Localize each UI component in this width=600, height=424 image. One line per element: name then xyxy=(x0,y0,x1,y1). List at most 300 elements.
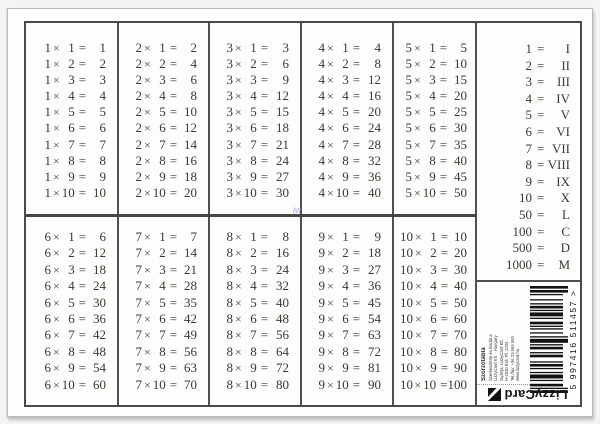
multiplier: 9 xyxy=(342,360,349,376)
multiplicand: 4 xyxy=(318,136,325,152)
multiplicand: 1 xyxy=(44,104,51,120)
equals-sign: = xyxy=(260,104,269,120)
multiplicand: 8 xyxy=(226,278,233,294)
fine-print-line: LizzyCard Kft. · Hungary xyxy=(493,335,499,381)
equation-row xyxy=(394,40,473,56)
multiplier: 7 xyxy=(429,136,436,152)
product: 14 xyxy=(184,245,197,261)
equals-sign: = xyxy=(352,327,361,343)
times-sign: × xyxy=(53,185,60,200)
table-3-cell xyxy=(210,23,300,214)
multiplier: 9 xyxy=(250,168,257,184)
multiplier: 1 xyxy=(68,229,75,244)
product: 35 xyxy=(184,294,197,310)
equals-sign: = xyxy=(352,278,361,294)
times-sign: × xyxy=(144,105,151,120)
multiplicand: 6 xyxy=(44,360,51,376)
product: 5 xyxy=(99,104,106,120)
multiplier: 2 xyxy=(342,56,349,72)
product: 50 xyxy=(454,294,467,310)
fine-print-line: Szerkesztette és kiadja a xyxy=(488,334,493,381)
arabic-number: 2 xyxy=(525,57,532,73)
times-sign: × xyxy=(144,230,151,244)
product: 18 xyxy=(368,245,381,261)
times-sign: × xyxy=(235,121,242,136)
product: 54 xyxy=(368,310,381,326)
equation-row xyxy=(210,245,300,261)
times-sign: × xyxy=(53,169,60,184)
product: 10 xyxy=(93,184,106,200)
times-sign: × xyxy=(235,230,242,244)
multiplicand: 5 xyxy=(405,104,412,120)
times-sign: × xyxy=(415,246,422,261)
equation-row xyxy=(210,360,300,376)
times-sign: × xyxy=(415,361,422,376)
equals-sign: = xyxy=(352,229,361,244)
equals-sign: = xyxy=(439,104,448,120)
product: 35 xyxy=(454,136,467,152)
multiplicand: 2 xyxy=(135,152,142,168)
times-sign: × xyxy=(144,137,151,152)
equation-row xyxy=(28,262,117,278)
multiplier: 1 xyxy=(250,40,257,55)
multiplier: 6 xyxy=(250,120,257,136)
multiplicand: 10 xyxy=(400,229,413,244)
equals-sign: = xyxy=(169,104,178,120)
times-sign: × xyxy=(415,279,422,294)
product: 16 xyxy=(184,152,197,168)
equation-row xyxy=(302,229,392,245)
times-sign: × xyxy=(144,295,151,310)
times-sign: × xyxy=(327,279,334,294)
multiplicand: 9 xyxy=(318,376,325,392)
multiplier: 5 xyxy=(342,294,349,310)
multiplicand: 4 xyxy=(318,184,325,200)
equals-sign: = xyxy=(78,360,87,376)
equals-sign: = xyxy=(260,229,269,244)
multiplicand: 9 xyxy=(318,294,325,310)
equals-sign: = xyxy=(537,107,545,123)
multiplier: 10 xyxy=(152,184,166,200)
multiplier: 5 xyxy=(250,294,257,310)
equals-sign: = xyxy=(439,152,448,168)
multiplicand: 2 xyxy=(135,168,142,184)
multiplicand: 1 xyxy=(44,152,51,168)
multiplier: 10 xyxy=(61,184,75,200)
product: 24 xyxy=(93,278,106,294)
multiplier: 2 xyxy=(159,245,166,261)
times-sign: × xyxy=(235,295,242,310)
equals-sign: = xyxy=(260,278,269,294)
product: 36 xyxy=(368,168,381,184)
equals-sign: = xyxy=(439,184,448,200)
product: 40 xyxy=(368,184,381,200)
product: 72 xyxy=(276,360,289,376)
times-sign: × xyxy=(53,377,60,392)
roman-numeral-row xyxy=(477,240,580,257)
product: 30 xyxy=(454,120,467,136)
product: 6 xyxy=(99,120,106,136)
product: 21 xyxy=(276,136,289,152)
equation-row xyxy=(394,344,473,360)
times-sign: × xyxy=(144,57,151,72)
multiplicand: 1 xyxy=(44,168,51,184)
multiplicand: 7 xyxy=(135,310,142,326)
equation-row xyxy=(394,104,473,120)
product: 50 xyxy=(454,184,467,200)
product: 3 xyxy=(99,72,106,88)
multiplier: 4 xyxy=(342,88,349,104)
roman-numeral: C xyxy=(561,223,570,239)
multiplier: 4 xyxy=(68,278,75,294)
equals-sign: = xyxy=(78,184,87,200)
equation-row xyxy=(28,137,117,153)
multiplicand: 7 xyxy=(135,376,142,392)
times-sign: × xyxy=(235,57,242,72)
multiplicand: 5 xyxy=(405,120,412,136)
equation-row xyxy=(394,262,473,278)
product: 30 xyxy=(276,184,289,200)
roman-numeral-row xyxy=(477,124,580,141)
multiplicand: 7 xyxy=(135,261,142,277)
times-sign: × xyxy=(235,262,242,277)
equation-row xyxy=(28,245,117,261)
product: 16 xyxy=(368,88,381,104)
multiplicand: 9 xyxy=(318,229,325,244)
times-sign: × xyxy=(327,169,334,184)
multiplier: 6 xyxy=(159,310,166,326)
times-sign: × xyxy=(235,311,242,326)
equation-row xyxy=(302,377,392,393)
equals-sign: = xyxy=(537,41,545,56)
multiplicand: 4 xyxy=(318,88,325,104)
multiplicand: 3 xyxy=(226,136,233,152)
multiplicand: 9 xyxy=(318,310,325,326)
multiplier: 5 xyxy=(159,104,166,120)
multiplier: 8 xyxy=(342,343,349,359)
multiplicand: 3 xyxy=(226,88,233,104)
times-sign: × xyxy=(144,89,151,104)
product: 81 xyxy=(368,360,381,376)
times-sign: × xyxy=(53,295,60,310)
product: 7 xyxy=(190,229,197,244)
multiplier: 8 xyxy=(68,343,75,359)
times-sign: × xyxy=(144,262,151,277)
equals-sign: = xyxy=(352,343,361,359)
product: 9 xyxy=(282,72,289,88)
multiplicand: 9 xyxy=(318,245,325,261)
product: 9 xyxy=(374,229,381,244)
equals-sign: = xyxy=(260,88,269,104)
product: 20 xyxy=(454,245,467,261)
multiplier: 6 xyxy=(342,120,349,136)
equals-sign: = xyxy=(537,57,545,73)
product: 15 xyxy=(276,104,289,120)
roman-numeral: D xyxy=(560,240,570,256)
multiplicand: 6 xyxy=(44,261,51,277)
product: 18 xyxy=(93,261,106,277)
times-sign: × xyxy=(414,57,421,72)
product: 48 xyxy=(93,343,106,359)
product: 9 xyxy=(99,168,106,184)
times-sign: × xyxy=(414,377,422,392)
equation-row xyxy=(210,344,300,360)
product: 28 xyxy=(184,278,197,294)
times-sign: × xyxy=(415,262,422,277)
table-4-cell xyxy=(302,23,392,214)
equation-row xyxy=(210,120,300,136)
product: 20 xyxy=(184,184,197,200)
multiplicand: 8 xyxy=(226,245,233,261)
equals-sign: = xyxy=(537,240,545,256)
equals-sign: = xyxy=(352,120,361,136)
arabic-number: 3 xyxy=(525,74,532,90)
equation-row xyxy=(119,137,208,153)
product: 1 xyxy=(99,40,106,55)
multiplier: 9 xyxy=(429,168,436,184)
equals-sign: = xyxy=(352,245,361,261)
equation-row xyxy=(210,88,300,104)
equals-sign: = xyxy=(537,90,545,106)
equals-sign: = xyxy=(260,72,269,88)
equation-row xyxy=(394,185,473,201)
times-sign: × xyxy=(327,328,334,343)
multiplier: 1 xyxy=(159,40,166,55)
product: 64 xyxy=(276,343,289,359)
times-sign: × xyxy=(327,41,334,55)
equation-row xyxy=(394,88,473,104)
product: 36 xyxy=(93,310,106,326)
multiplier: 1 xyxy=(429,40,436,55)
multiplier: 5 xyxy=(68,294,75,310)
equals-sign: = xyxy=(440,376,448,392)
multiplicand: 5 xyxy=(405,136,412,152)
roman-numeral: I xyxy=(565,41,570,56)
multiplicand: 7 xyxy=(135,343,142,359)
multiplicand: 8 xyxy=(226,261,233,277)
table-2-cell xyxy=(119,23,208,214)
multiplier: 3 xyxy=(159,72,166,88)
multiplier: 2 xyxy=(250,245,257,261)
equation-row xyxy=(394,137,473,153)
product: 8 xyxy=(374,56,381,72)
table-9-cell xyxy=(302,217,392,405)
product: 63 xyxy=(368,327,381,343)
equals-sign: = xyxy=(440,327,449,343)
multiplicand: 9 xyxy=(318,327,325,343)
equation-row xyxy=(210,153,300,169)
equation-row xyxy=(28,40,117,56)
multiplicand: 1 xyxy=(44,136,51,152)
fine-print-line: www.lizzycard.hu xyxy=(515,348,521,381)
multiplier: 1 xyxy=(342,229,349,244)
table-grid xyxy=(24,21,582,407)
equation-row xyxy=(394,153,473,169)
equation-row xyxy=(210,311,300,327)
multiplier: 6 xyxy=(342,310,349,326)
multiplicand: 5 xyxy=(405,72,412,88)
multiplicand: 8 xyxy=(226,327,233,343)
multiplier: 5 xyxy=(159,294,166,310)
equation-row xyxy=(302,104,392,120)
multiplicand: 6 xyxy=(44,278,51,294)
equals-sign: = xyxy=(352,184,361,200)
table-6-cell xyxy=(28,217,117,405)
product: 8 xyxy=(99,152,106,168)
equals-sign: = xyxy=(537,190,545,206)
product: 45 xyxy=(368,294,381,310)
multiplicand: 4 xyxy=(318,152,325,168)
multiplier: 9 xyxy=(159,168,166,184)
multiplier: 1 xyxy=(159,229,166,244)
times-sign: × xyxy=(235,137,242,152)
product: 32 xyxy=(276,278,289,294)
multiplicand: 7 xyxy=(135,294,142,310)
multiplicand: 8 xyxy=(226,376,233,392)
equals-sign: = xyxy=(169,360,178,376)
multiplier: 2 xyxy=(429,56,436,72)
equation-row xyxy=(210,262,300,278)
equals-sign: = xyxy=(537,256,545,272)
equation-row xyxy=(28,278,117,294)
arabic-number: 5 xyxy=(525,107,532,123)
multiplier: 3 xyxy=(68,261,75,277)
equation-row xyxy=(302,360,392,376)
multiplier: 5 xyxy=(429,104,436,120)
multiplicand: 3 xyxy=(226,120,233,136)
multiplicand: 8 xyxy=(226,360,233,376)
barcode-bars-icon xyxy=(530,286,568,393)
multiplier: 7 xyxy=(342,136,349,152)
multiplier: 10 xyxy=(423,376,437,392)
multiplier: 1 xyxy=(342,40,349,55)
equation-row xyxy=(302,56,392,72)
equals-sign: = xyxy=(260,184,269,200)
equals-sign: = xyxy=(78,343,87,359)
multiplicand: 6 xyxy=(44,376,51,392)
times-sign: × xyxy=(235,41,242,55)
equals-sign: = xyxy=(352,168,361,184)
multiplier: 6 xyxy=(68,310,75,326)
equation-row xyxy=(119,56,208,72)
multiplier: 10 xyxy=(422,184,436,200)
barcode-digits: 5 997416 511457 > xyxy=(568,289,578,390)
product: 80 xyxy=(454,343,467,359)
roman-numeral: II xyxy=(561,57,570,73)
multiplier: 7 xyxy=(68,136,75,152)
times-sign: × xyxy=(327,246,334,261)
times-sign: × xyxy=(327,361,334,376)
equation-row xyxy=(28,311,117,327)
equation-row xyxy=(119,295,208,311)
product: 4 xyxy=(190,56,197,72)
times-sign: × xyxy=(414,89,421,104)
times-sign: × xyxy=(327,105,334,120)
equals-sign: = xyxy=(352,152,361,168)
equation-row xyxy=(210,40,300,56)
product: 12 xyxy=(276,88,289,104)
equals-sign: = xyxy=(352,136,361,152)
multiplier: 10 xyxy=(61,376,75,392)
grid-line-horizontal xyxy=(475,280,580,282)
multiplier: 2 xyxy=(68,56,75,72)
multiplier: 8 xyxy=(430,343,437,359)
equation-row xyxy=(119,120,208,136)
equation-row xyxy=(119,360,208,376)
equals-sign: = xyxy=(260,294,269,310)
multiplier: 10 xyxy=(335,376,349,392)
multiplier: 7 xyxy=(250,136,257,152)
equals-sign: = xyxy=(537,173,545,189)
multiplier: 7 xyxy=(250,327,257,343)
product: 3 xyxy=(282,40,289,55)
product: 40 xyxy=(276,294,289,310)
equation-row xyxy=(302,137,392,153)
equation-row xyxy=(119,185,208,201)
roman-numeral: L xyxy=(562,206,570,222)
equals-sign: = xyxy=(352,40,361,55)
multiplicand: 3 xyxy=(226,72,233,88)
equals-sign: = xyxy=(352,72,361,88)
equation-row xyxy=(28,169,117,185)
multiplicand: 4 xyxy=(318,104,325,120)
equation-row xyxy=(28,56,117,72)
times-sign: × xyxy=(414,105,421,120)
arabic-number: 50 xyxy=(519,206,532,222)
product: 7 xyxy=(99,136,106,152)
multiplier: 9 xyxy=(342,168,349,184)
arabic-number: 100 xyxy=(512,223,532,239)
equation-row xyxy=(302,72,392,88)
equation-row xyxy=(394,72,473,88)
times-sign: × xyxy=(53,105,60,120)
equation-row xyxy=(394,327,473,343)
equation-row xyxy=(302,40,392,56)
equation-row xyxy=(394,245,473,261)
equation-row xyxy=(302,169,392,185)
equation-row xyxy=(394,229,473,245)
equals-sign: = xyxy=(260,245,269,261)
multiplicand: 4 xyxy=(318,72,325,88)
multiplicand: 7 xyxy=(135,229,142,244)
equals-sign: = xyxy=(439,72,448,88)
multiplicand: 6 xyxy=(44,343,51,359)
equals-sign: = xyxy=(260,310,269,326)
multiplier: 4 xyxy=(430,278,437,294)
equation-row xyxy=(210,377,300,393)
multiplier: 5 xyxy=(430,294,437,310)
times-sign: × xyxy=(414,41,421,55)
times-sign: × xyxy=(144,153,151,168)
equals-sign: = xyxy=(169,327,178,343)
equation-row xyxy=(28,153,117,169)
multiplication-card xyxy=(7,8,593,417)
product: 18 xyxy=(184,168,197,184)
equation-row xyxy=(119,229,208,245)
table-7-cell xyxy=(119,217,208,405)
equation-row xyxy=(210,169,300,185)
product: 12 xyxy=(368,72,381,88)
equals-sign: = xyxy=(352,88,361,104)
multiplier: 3 xyxy=(429,72,436,88)
equation-row xyxy=(210,104,300,120)
product: 10 xyxy=(184,104,197,120)
times-sign: × xyxy=(144,279,151,294)
fine-print-lines xyxy=(488,286,520,381)
equation-row xyxy=(394,278,473,294)
equation-row xyxy=(394,377,473,393)
equals-sign: = xyxy=(440,278,449,294)
